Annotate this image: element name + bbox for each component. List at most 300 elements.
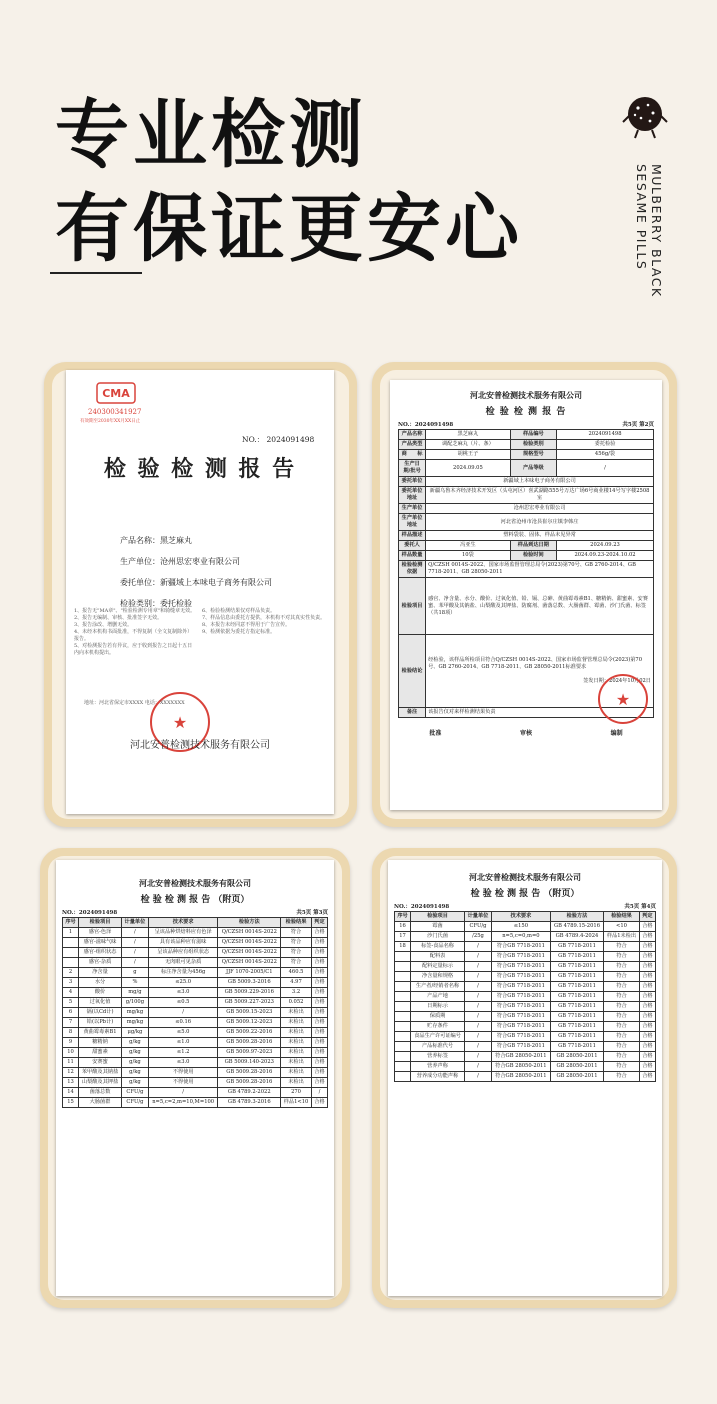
cover-notes-left: 1、报告无"MA章"、"检验检测专用章"和骑缝章无效。 2、报告无编制、审核、批准签字无效。 3、报告涂改、增删无效。 4、未经本机构书面批准，不得复制（全文复制除外）报告。 5、对检测报告若有异议，应于收到报告之日起十五日内向本机构提出。 (74, 608, 196, 656)
table-cell: 符合 (604, 1022, 640, 1032)
table-cell: 合格 (639, 962, 655, 972)
table-cell: g/kg (122, 1078, 149, 1088)
table-row: 备注 该报告仅对来样检测结果负责 (399, 708, 654, 718)
table-cell: % (122, 978, 149, 988)
brand-mark (612, 92, 682, 312)
table-cell (395, 952, 411, 962)
table-cell: / (465, 1042, 492, 1052)
page4-title: 检 验 检 测 报 告 （附页） (470, 889, 580, 899)
table-cell: g/kg (122, 1058, 149, 1068)
table-row (63, 1068, 328, 1078)
table-cell: 8 (63, 1028, 79, 1038)
table-cell: 呈该品种烘焙料应有色泽 (148, 928, 218, 938)
table-header-row: 序号 检验项目 计量单位 技术要求 检验方法 检验结果 判定 (63, 918, 328, 928)
table-cell: 标注净含量为456g (148, 968, 218, 978)
table-cell: GB 7718-2011 (550, 1042, 603, 1052)
table-cell: / (122, 948, 149, 958)
cma-logo-icon (96, 382, 136, 404)
table-cell: / (465, 972, 492, 982)
sign-approve: 批准 (429, 730, 442, 737)
table-cell: 未检出 (281, 1058, 312, 1068)
table-cell: / (148, 1088, 218, 1098)
table-cell: GB 4789.4-2024 (550, 932, 603, 942)
official-seal-icon: ★ (598, 674, 648, 724)
page2-meta: NO.：2024091498 共5页 第2页 (398, 422, 654, 428)
table-row (63, 1048, 328, 1058)
table-cell: 合格 (311, 1028, 327, 1038)
table-row (395, 952, 656, 962)
report-title: 检 验 检 测 报 告 (103, 456, 297, 482)
table-cell: 符合GB 7718-2011 (491, 1022, 550, 1032)
headline-line2: 有保证更安心 (55, 186, 523, 272)
table-cell: mg/kg (122, 1008, 149, 1018)
table-cell: 过氧化值 (79, 998, 122, 1008)
table-cell: 符合GB 28050-2011 (491, 1052, 550, 1062)
table-cell: 具有该品种应有滋味 (148, 938, 218, 948)
table-cell: 符合GB 7718-2011 (491, 1032, 550, 1042)
table-cell (395, 1002, 411, 1012)
field-manufacturer: 生产单位：沧州思宏枣业有限公司 (120, 557, 240, 566)
table-cell: / (148, 1008, 218, 1018)
table-cell: 合格 (639, 952, 655, 962)
table-cell: 合格 (639, 1052, 655, 1062)
table-cell: 样品1<10 (281, 1098, 312, 1108)
table-cell: GB 28050-2011 (550, 1072, 603, 1082)
conclusion-text: 经检验，该样品所检项目符合Q/CZSH 0014S-2022、国家市场监督管理总局令(2023)第70号、GB 2760-2014、GB 7718-2011、GB 28050-2011标准要求 (428, 657, 643, 670)
field-category: 检验类别：委托检验 (120, 599, 192, 608)
table-row (63, 968, 328, 978)
table-cell: 符合GB 7718-2011 (491, 992, 550, 1002)
table-cell: 合格 (639, 1002, 655, 1012)
table-row (395, 982, 656, 992)
table-cell: 1 (63, 928, 79, 938)
table-cell: 4 (63, 988, 79, 998)
conclusion-date: 签发日期：2024年10月02日 (583, 678, 651, 684)
table-row: 产品类型 调配芝麻丸（片、条） 检验类别 委托检验 (399, 440, 654, 450)
table-cell: 合格 (311, 1098, 327, 1108)
table-cell: 9 (63, 1038, 79, 1048)
cover-notes-right: 6、检验检测结果仅对样品负责。 7、样品信息由委托方提供，本机构不对其真实性负责。 8、本报告未经同意不得用于广告宣传。 9、检测依据为委托方指定标准。 (202, 608, 326, 635)
table-row (63, 1088, 328, 1098)
table-cell (395, 1052, 411, 1062)
page2-title: 检 验 检 测 报 告 (485, 407, 567, 417)
table-cell: / (465, 982, 492, 992)
table-cell: 霉菌 (411, 922, 465, 932)
page2-company: 河北安普检测技术服务有限公司 (470, 390, 582, 400)
table-cell: 食品生产许可证编号 (411, 1032, 465, 1042)
table-cell: 酸价 (79, 988, 122, 998)
table-cell: 不得使用 (148, 1068, 218, 1078)
table-cell: / (465, 942, 492, 952)
table-row (395, 972, 656, 982)
table-cell: 5 (63, 998, 79, 1008)
table-cell: 15 (63, 1098, 79, 1108)
table-cell: 感官-色泽 (79, 928, 122, 938)
table-cell: 18 (395, 942, 411, 952)
table-cell: g (122, 968, 149, 978)
table-cell: 甜蜜素 (79, 1048, 122, 1058)
table-cell: μg/kg (122, 1028, 149, 1038)
table-cell (395, 1022, 411, 1032)
table-cell: 合格 (311, 1048, 327, 1058)
table-row: 生产日期/批号 2024.09.05 产品等级 / (399, 460, 654, 477)
table-cell: 不得使用 (148, 1078, 218, 1088)
contact-info: 地址：河北省保定市XXXX 电话：XXXXXXX (84, 700, 185, 706)
table-row (63, 958, 328, 968)
table-cell: 配料表 (411, 952, 465, 962)
table-cell: / (465, 1052, 492, 1062)
table-cell: GB 5009.3-2016 (218, 978, 281, 988)
table-cell: 合格 (639, 1042, 655, 1052)
report-cover-page (66, 370, 334, 814)
table-cell: 合格 (639, 992, 655, 1002)
report-number: NO.： 2024091498 (242, 435, 315, 444)
table-cell: GB 7718-2011 (550, 1012, 603, 1022)
table-cell: 符合 (281, 938, 312, 948)
table-cell: 产品产地 (411, 992, 465, 1002)
table-cell: Q/CZSH 0014S-2022 (218, 938, 281, 948)
table-cell: / (122, 938, 149, 948)
table-cell: CFU/g (465, 922, 492, 932)
table-cell: 合格 (639, 1032, 655, 1042)
table-cell: 合格 (639, 922, 655, 932)
table-cell: GB 5009.28-2016 (218, 1038, 281, 1048)
table-cell: 贮存条件 (411, 1022, 465, 1032)
page4-company: 河北安普检测技术服务有限公司 (469, 872, 581, 882)
table-cell: JJF 1070-2005/C1 (218, 968, 281, 978)
table-cell: 符合 (604, 982, 640, 992)
table-cell: 符合GB 7718-2011 (491, 1002, 550, 1012)
table-cell: 合格 (311, 1018, 327, 1028)
table-cell: 配料定量标示 (411, 962, 465, 972)
table-cell: 合格 (311, 928, 327, 938)
table-cell: 标签-食品名称 (411, 942, 465, 952)
table-cell: / (465, 952, 492, 962)
table-row (395, 1052, 656, 1062)
table-cell: 0.052 (281, 998, 312, 1008)
table-cell: 2 (63, 968, 79, 978)
table-cell: 符合 (281, 928, 312, 938)
table-cell: GB 5009.229-2016 (218, 988, 281, 998)
table-cell: 糖精钠 (79, 1038, 122, 1048)
table-cell: 符合GB 7718-2011 (491, 972, 550, 982)
table-cell: 4.97 (281, 978, 312, 988)
table-cell: 16 (395, 922, 411, 932)
table-cell: 符合 (604, 1062, 640, 1072)
table-cell: 460.5 (281, 968, 312, 978)
table-row (395, 992, 656, 1002)
table-row (395, 1012, 656, 1022)
table-cell: 符合 (281, 958, 312, 968)
table-cell: 符合 (604, 1052, 640, 1062)
table-cell: 净含量 (79, 968, 122, 978)
table-row: 检验结论 经检验，该样品所检项目符合Q/CZSH 0014S-2022、国家市场监督管理总局令(2023)第70号、GB 2760-2014、GB 7718-2011、GB 28050-2011标准要求 签发日期：2024年10月02日 (399, 635, 654, 708)
table-row: 委托单位 新疆域上本味电子商务有限公司 (399, 477, 654, 487)
table-cell: 符合 (604, 1032, 640, 1042)
table-row (395, 922, 656, 932)
cma-number: 240300341927 (88, 408, 142, 416)
table-cell: GB 4789.2-2022 (218, 1088, 281, 1098)
table-cell: 未检出 (281, 1028, 312, 1038)
table-cell: GB 5009.22-2016 (218, 1028, 281, 1038)
table-cell: 生产者/经销者名称 (411, 982, 465, 992)
table-cell: ≤25.0 (148, 978, 218, 988)
report-page-2 (390, 380, 662, 810)
table-cell: 符合GB 7718-2011 (491, 982, 550, 992)
table-row (63, 948, 328, 958)
table-cell: g/100g (122, 998, 149, 1008)
table-cell: ≤5.0 (148, 1028, 218, 1038)
table-cell: 14 (63, 1088, 79, 1098)
table-cell: 沙门氏菌 (411, 932, 465, 942)
table-cell: 无肉眼可见杂质 (148, 958, 218, 968)
table-cell: 符合 (604, 1002, 640, 1012)
table-cell: Q/CZSH 0014S-2022 (218, 928, 281, 938)
table-cell: / (465, 1032, 492, 1042)
table-cell: 未检出 (281, 1018, 312, 1028)
table-cell: 合格 (639, 982, 655, 992)
table-cell (395, 1042, 411, 1052)
page3-table (62, 917, 328, 1108)
table-cell: CFU/g (122, 1088, 149, 1098)
table-cell: 未检出 (281, 1048, 312, 1058)
table-row (395, 1042, 656, 1052)
table-cell: / (465, 962, 492, 972)
table-cell: / (465, 1012, 492, 1022)
table-row: 委托单位地址 新疆乌鲁木齐经济技术开发区（头屯河区）喜武湖路555号万达广场6号商业楼14号写字楼2508室 (399, 487, 654, 504)
table-row (395, 942, 656, 952)
table-cell: 6 (63, 1008, 79, 1018)
table-row: 样品数量 10袋 检验时间 2024.09.23-2024.10.02 (399, 551, 654, 561)
table-cell: GB 5009.28-2016 (218, 1078, 281, 1088)
table-cell: mg/g (122, 988, 149, 998)
table-cell: /25g (465, 932, 492, 942)
table-cell (395, 962, 411, 972)
table-cell: GB 7718-2011 (550, 1022, 603, 1032)
headline-divider (50, 272, 142, 274)
table-cell (63, 948, 79, 958)
table-cell: 保质期 (411, 1012, 465, 1022)
cma-note: 有效期至2030年XX月XX日止 (80, 419, 141, 424)
table-header-row: 序号 检验项目 计量单位 技术要求 检验方法 检验结果 判定 (395, 912, 656, 922)
table-cell: / (465, 992, 492, 1002)
table-row (395, 1002, 656, 1012)
table-cell: 符合GB 28050-2011 (491, 1072, 550, 1082)
table-cell: 合格 (311, 998, 327, 1008)
table-cell (395, 1032, 411, 1042)
table-row (63, 1028, 328, 1038)
table-cell: 270 (281, 1088, 312, 1098)
field-client: 委托单位：新疆域上本味电子商务有限公司 (120, 578, 272, 587)
table-cell: 镉(以Cd计) (79, 1008, 122, 1018)
table-cell: 安赛蜜 (79, 1058, 122, 1068)
table-cell: 合格 (311, 948, 327, 958)
table-cell (63, 958, 79, 968)
table-cell: 11 (63, 1058, 79, 1068)
table-cell: 合格 (639, 932, 655, 942)
page4-meta: NO.：2024091498 共5页 第4页 (394, 904, 656, 910)
table-cell: 合格 (639, 1062, 655, 1072)
table-cell: 菌落总数 (79, 1088, 122, 1098)
brand-name: MULBERRY BLACK SESAME PILLS (634, 164, 664, 298)
table-cell: ≤3.0 (148, 988, 218, 998)
table-cell: 合格 (311, 1058, 327, 1068)
table-cell: 营养声称 (411, 1062, 465, 1072)
table-row (63, 1038, 328, 1048)
table-cell: 感官-滋味气味 (79, 938, 122, 948)
page4-table (394, 911, 656, 1082)
table-row (63, 1098, 328, 1108)
table-cell: 符合 (281, 948, 312, 958)
table-cell: g/kg (122, 1048, 149, 1058)
table-cell: 合格 (311, 968, 327, 978)
table-cell: 净含量和规格 (411, 972, 465, 982)
table-cell: <10 (604, 922, 640, 932)
table-row: 检验检测依据 Q/CZSH 0014S-2022、国家市场监督管理总局令(2023)第70号、GB 2760-2014、GB 7718-2011、GB 28050-2011 (399, 561, 654, 578)
table-cell: 合格 (311, 1078, 327, 1088)
table-row (395, 1022, 656, 1032)
table-cell: 合格 (311, 958, 327, 968)
table-cell: 感官-组织状态 (79, 948, 122, 958)
table-cell: GB 28050-2011 (550, 1062, 603, 1072)
table-cell: ≤150 (491, 922, 550, 932)
table-cell: GB 5009.97-2023 (218, 1048, 281, 1058)
report-page-4 (388, 860, 662, 1296)
table-cell: 合格 (311, 978, 327, 988)
table-cell: 符合GB 7718-2011 (491, 1012, 550, 1022)
table-cell: n=5,c=2,m=10,M=100 (148, 1098, 218, 1108)
table-cell: GB 28050-2011 (550, 1052, 603, 1062)
table-cell: Q/CZSH 0014S-2022 (218, 958, 281, 968)
table-row (395, 1032, 656, 1042)
table-cell: GB 7718-2011 (550, 942, 603, 952)
table-cell: ≤0.16 (148, 1018, 218, 1028)
table-cell: 苯甲酸及其钠盐 (79, 1068, 122, 1078)
table-cell: GB 5009.28-2016 (218, 1068, 281, 1078)
page3-title: 检 验 检 测 报 告 （附页） (140, 895, 250, 905)
table-cell: 17 (395, 932, 411, 942)
table-cell: 3.2 (281, 988, 312, 998)
table-row (63, 1008, 328, 1018)
table-cell (395, 972, 411, 982)
table-cell: 大肠菌群 (79, 1098, 122, 1108)
table-cell: 符合GB 7718-2011 (491, 942, 550, 952)
table-row (63, 938, 328, 948)
official-seal-icon: ★ (150, 692, 210, 752)
table-cell: GB 7718-2011 (550, 972, 603, 982)
table-cell (395, 1012, 411, 1022)
table-cell: 营养成分功能声称 (411, 1072, 465, 1082)
table-cell: 未检出 (281, 1068, 312, 1078)
table-cell: 合格 (639, 1012, 655, 1022)
table-cell: 符合 (604, 952, 640, 962)
table-cell: 符合 (604, 972, 640, 982)
table-cell: 未检出 (281, 1078, 312, 1088)
table-cell: 日期标示 (411, 1002, 465, 1012)
table-row (63, 988, 328, 998)
table-cell: 合格 (311, 1008, 327, 1018)
table-cell: GB 5009.140-2023 (218, 1058, 281, 1068)
table-cell: 符合GB 28050-2011 (491, 1062, 550, 1072)
sesame-pill-mascot-icon (620, 92, 670, 142)
table-cell: 10 (63, 1048, 79, 1058)
table-row (63, 998, 328, 1008)
table-cell: 合格 (311, 1068, 327, 1078)
table-cell: 合格 (311, 988, 327, 998)
table-cell: GB 7718-2011 (550, 982, 603, 992)
table-cell: 合格 (639, 1072, 655, 1082)
table-cell: 符合GB 7718-2011 (491, 952, 550, 962)
table-cell: CFU/g (122, 1098, 149, 1108)
table-row: 检验项目 感官、净含量、水分、酸价、过氧化值、铅、镉、总砷、黄曲霉毒素B1、糖精钠、甜蜜素、安赛蜜、苯甲酸及其钠盐、山梨酸及其钾盐、防腐剂、菌落总数、大肠菌群、霉菌、沙门氏菌、标签（共18项） (399, 578, 654, 635)
table-cell: GB 7718-2011 (550, 1002, 603, 1012)
table-row (63, 978, 328, 988)
table-cell: 样品1未检出 (604, 932, 640, 942)
table-cell: Q/CZSH 0014S-2022 (218, 948, 281, 958)
table-row: 委托人 冯亚生 样品到达日期 2024.09.23 (399, 541, 654, 551)
table-cell: 合格 (311, 938, 327, 948)
table-cell: GB 5009.227-2023 (218, 998, 281, 1008)
table-row: 生产单位 沧州思宏枣业有限公司 (399, 504, 654, 514)
table-row (395, 1072, 656, 1082)
table-cell: GB 5009.15-2023 (218, 1008, 281, 1018)
table-cell: 符合 (604, 962, 640, 972)
page3-company: 河北安普检测技术服务有限公司 (139, 878, 251, 888)
issuer-name: 河北安普检测技术服务有限公司 (130, 740, 270, 751)
table-cell: 符合 (604, 1012, 640, 1022)
table-row: 产品名称 黑芝麻丸 样品编号 2024091498 (399, 430, 654, 440)
table-cell: 符合 (604, 992, 640, 1002)
table-row (395, 962, 656, 972)
table-cell: g/kg (122, 1068, 149, 1078)
field-product: 产品名称：黑芝麻丸 (120, 536, 192, 545)
page3-meta: NO.：2024091498 共5页 第3页 (62, 910, 328, 916)
table-cell: / (465, 1072, 492, 1082)
table-cell: GB 7718-2011 (550, 992, 603, 1002)
table-cell: / (465, 1062, 492, 1072)
table-cell: GB 7718-2011 (550, 952, 603, 962)
table-cell: GB 7718-2011 (550, 1032, 603, 1042)
table-cell: 符合GB 7718-2011 (491, 962, 550, 972)
table-cell: GB 4789.15-2016 (550, 922, 603, 932)
table-row (63, 928, 328, 938)
table-cell: 感官-杂质 (79, 958, 122, 968)
table-cell: 3 (63, 978, 79, 988)
table-row: 生产单位地址 河北省沧州市沧县崔尔庄镇李韩庄 (399, 514, 654, 531)
headline (55, 88, 523, 276)
table-row: 商 标 胡桃王子 规格型号 456g/袋 (399, 450, 654, 460)
table-cell: 营养标签 (411, 1052, 465, 1062)
table-cell: 山梨酸及其钾盐 (79, 1078, 122, 1088)
table-cell: 符合GB 7718-2011 (491, 1042, 550, 1052)
table-cell: 合格 (639, 942, 655, 952)
table-cell: / (465, 1022, 492, 1032)
table-cell (395, 992, 411, 1002)
table-cell: / (465, 1002, 492, 1012)
table-cell: 合格 (311, 1038, 327, 1048)
table-cell: 呈该品种应有组织状态 (148, 948, 218, 958)
table-cell: GB 7718-2011 (550, 962, 603, 972)
table-cell: 符合 (604, 1072, 640, 1082)
table-cell: 符合 (604, 1042, 640, 1052)
table-cell: / (122, 928, 149, 938)
table-cell: 黄曲霉毒素B1 (79, 1028, 122, 1038)
table-row (63, 1058, 328, 1068)
table-cell: 水分 (79, 978, 122, 988)
table-cell: 未检出 (281, 1038, 312, 1048)
report-page-3 (56, 860, 334, 1296)
table-cell: GB 4789.3-2016 (218, 1098, 281, 1108)
